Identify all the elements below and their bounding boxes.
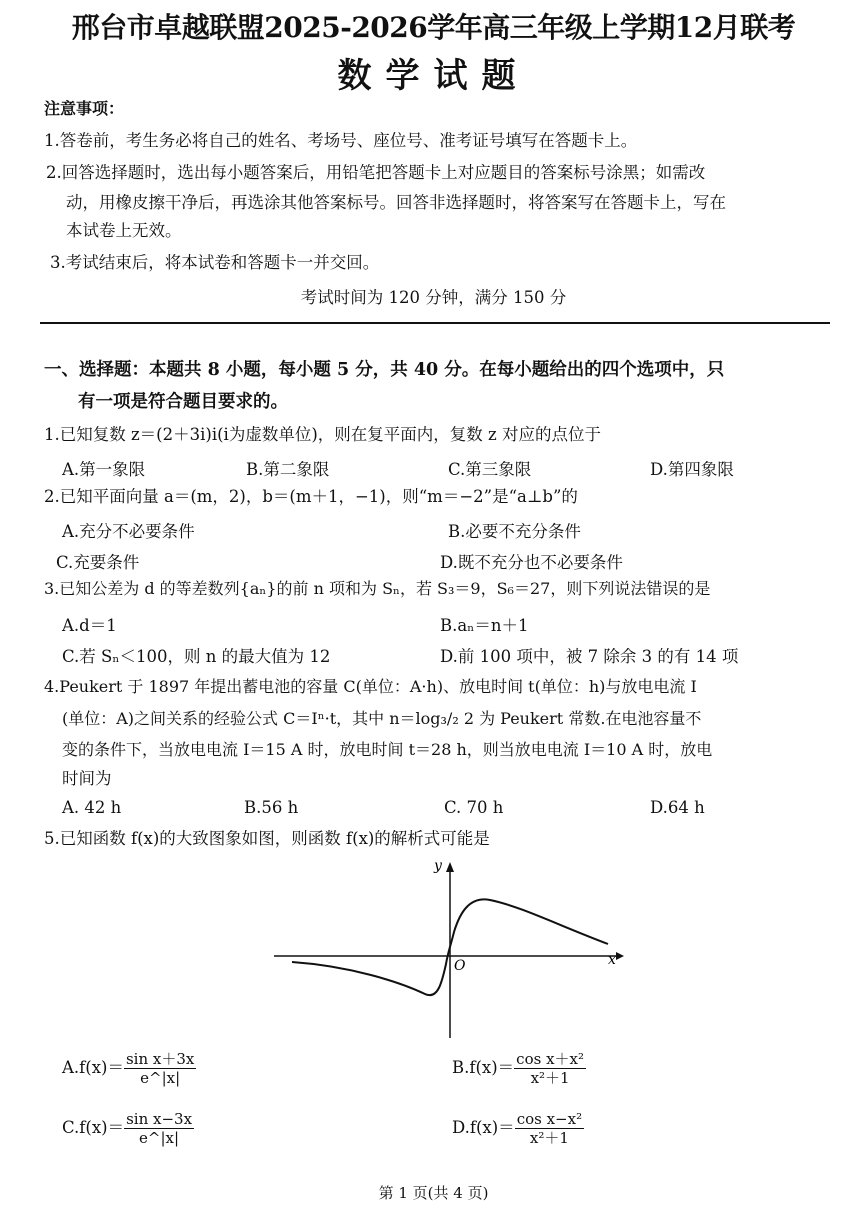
q5-c-numerator: sin x−3x bbox=[126, 1110, 193, 1128]
q2-option-c: C.充要条件 bbox=[56, 553, 140, 572]
origin-label: O bbox=[454, 958, 466, 974]
q3-option-c: C.若 Sₙ＜100，则 n 的最大值为 12 bbox=[62, 647, 331, 666]
q5-option-c bbox=[62, 1110, 194, 1147]
q5-a-prefix: A.f(x)＝ bbox=[62, 1058, 124, 1077]
q5-c-prefix: C.f(x)＝ bbox=[62, 1118, 125, 1137]
q5-a-fraction bbox=[124, 1050, 196, 1087]
q5-b-fraction bbox=[514, 1050, 586, 1087]
notes-heading: 注意事项： bbox=[44, 99, 125, 118]
q5-option-a bbox=[62, 1050, 196, 1087]
q1-option-a: A.第一象限 bbox=[62, 460, 146, 479]
q1-stem: 1.已知复数 z＝(2＋3i)i(i为虚数单位)，则在复平面内，复数 z 对应的点位于 bbox=[44, 425, 601, 444]
q2-option-d: D.既不充分也不必要条件 bbox=[440, 553, 623, 572]
q1-option-c: C.第三象限 bbox=[448, 460, 532, 479]
page-footer: 第 1 页(共 4 页) bbox=[378, 1184, 489, 1202]
q4-line-1: 4.Peukert 于 1897 年提出蓄电池的容量 C(单位：A·h)、放电时间 t(单位：h)与放电电流 I bbox=[44, 677, 697, 696]
divider bbox=[40, 322, 830, 324]
q5-a-denominator: e^|x| bbox=[140, 1069, 181, 1087]
q5-b-numerator: cos x＋x² bbox=[516, 1050, 585, 1068]
section-heading: 一、选择题：本题共 8 小题，每小题 5 分，共 40 分。在每小题给出的四个选项中，只 bbox=[44, 360, 725, 380]
q2-option-b: B.必要不充分条件 bbox=[448, 522, 581, 541]
q4-line-2: (单位：A)之间关系的经验公式 C＝Iⁿ·t，其中 n＝log₃/₂ 2 为 Peukert 常数.在电池容量不 bbox=[62, 709, 702, 728]
note-item-2: 2.回答选择题时，选出每小题答案后，用铅笔把答题卡上对应题目的答案标号涂黑；如需改 bbox=[46, 163, 706, 182]
q5-c-fraction bbox=[124, 1110, 194, 1147]
q5-d-numerator: cos x−x² bbox=[516, 1110, 583, 1128]
q4-option-b: B.56 h bbox=[244, 798, 299, 817]
q2-stem: 2.已知平面向量 a＝(m，2)，b＝(m＋1，−1)，则“m＝−2”是“a⊥b”的 bbox=[44, 487, 578, 506]
q5-a-numerator: sin x＋3x bbox=[125, 1050, 195, 1068]
q5-d-denominator: x²＋1 bbox=[529, 1129, 569, 1147]
note-item-3: 3.考试结束后，将本试卷和答题卡一并交回。 bbox=[50, 253, 380, 272]
q5-option-d bbox=[452, 1110, 584, 1147]
q5-b-prefix: B.f(x)＝ bbox=[452, 1058, 515, 1077]
exam-time: 考试时间为 120 分钟，满分 150 分 bbox=[300, 288, 567, 307]
q4-option-d: D.64 h bbox=[650, 798, 705, 817]
note-item-2-end: 本试卷上无效。 bbox=[66, 221, 182, 240]
function-graph bbox=[270, 852, 630, 1042]
exam-title: 邢台市卓越联盟2025-2026学年高三年级上学期12月联考 bbox=[71, 11, 796, 44]
note-item-2-cont: 动，用橡皮擦干净后，再选涂其他答案标号。回答非选择题时，将答案写在答题卡上，写在 bbox=[66, 193, 726, 212]
q5-option-b bbox=[452, 1050, 586, 1087]
q1-option-b: B.第二象限 bbox=[246, 460, 330, 479]
q4-option-a: A. 42 h bbox=[62, 798, 122, 817]
q5-d-fraction bbox=[515, 1110, 584, 1147]
q1-option-d: D.第四象限 bbox=[650, 460, 734, 479]
q5-stem: 5.已知函数 f(x)的大致图象如图，则函数 f(x)的解析式可能是 bbox=[44, 829, 490, 848]
q3-option-b: B.aₙ＝n＋1 bbox=[440, 616, 529, 635]
q5-d-prefix: D.f(x)＝ bbox=[452, 1118, 515, 1137]
note-item-1: 1.答卷前，考生务必将自己的姓名、考场号、座位号、准考证号填写在答题卡上。 bbox=[44, 131, 638, 150]
q5-b-denominator: x²＋1 bbox=[530, 1069, 570, 1087]
subject-title: 数学试题 bbox=[337, 56, 530, 96]
y-axis-label: y bbox=[434, 858, 442, 874]
q2-option-a: A.充分不必要条件 bbox=[62, 522, 195, 541]
y-axis-arrow-icon bbox=[446, 862, 454, 872]
q5-c-denominator: e^|x| bbox=[139, 1129, 180, 1147]
q4-line-4: 时间为 bbox=[62, 769, 112, 788]
q3-option-a: A.d＝1 bbox=[62, 616, 117, 635]
q4-option-c: C. 70 h bbox=[444, 798, 504, 817]
q3-option-d: D.前 100 项中，被 7 除余 3 的有 14 项 bbox=[440, 647, 739, 666]
x-axis-arrow-icon bbox=[616, 952, 624, 960]
q3-stem: 3.已知公差为 d 的等差数列{aₙ}的前 n 项和为 Sₙ，若 S₃＝9，S₆＝27，则下列说法错误的是 bbox=[44, 579, 711, 598]
section-heading-cont: 有一项是符合题目要求的。 bbox=[78, 392, 288, 412]
x-axis-label: x bbox=[608, 952, 616, 968]
q4-line-3: 变的条件下，当放电电流 I＝15 A 时，放电时间 t＝28 h，则当放电电流 I＝10 A 时，放电 bbox=[62, 740, 713, 759]
